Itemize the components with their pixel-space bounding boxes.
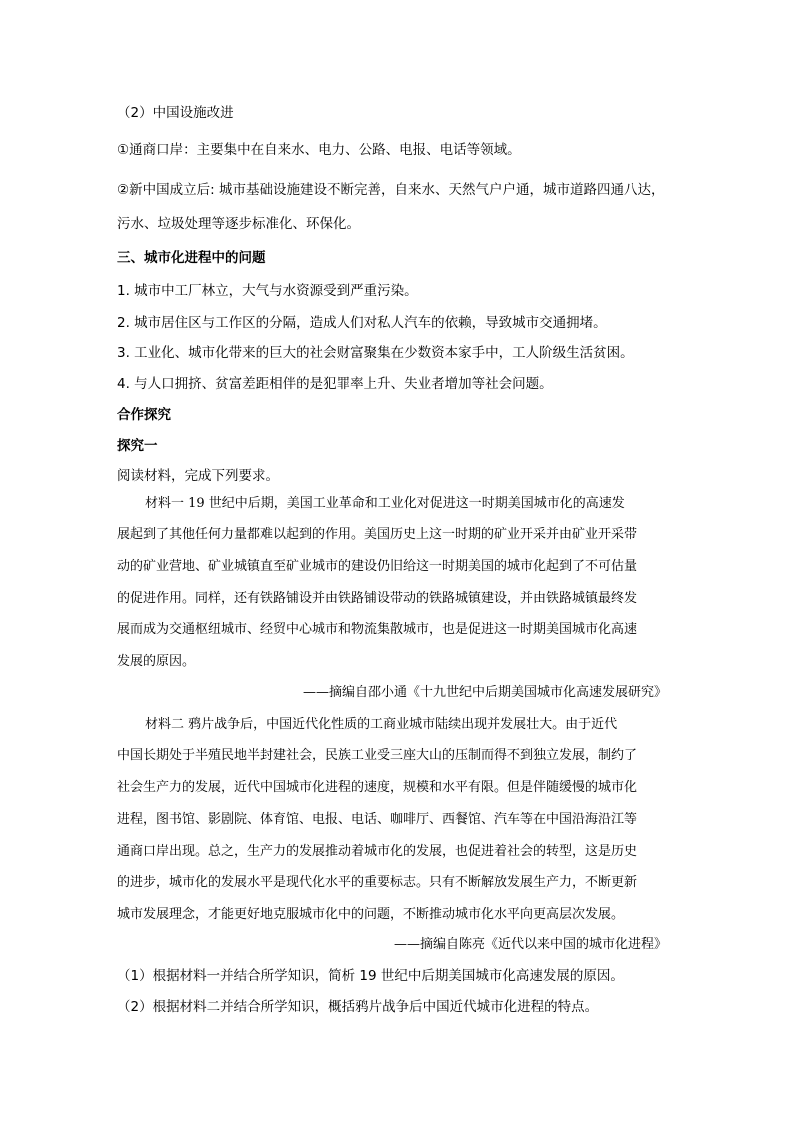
problem-item: 1. 城市中工厂林立，大气与水资源受到严重污染。 bbox=[117, 283, 418, 299]
problems-heading: 三、城市化进程中的问题 bbox=[117, 250, 266, 266]
material2-line: 的进步，城市化的发展水平是现代化水平的重要标志。只有不断解放发展生产力，不断更新 bbox=[117, 875, 638, 890]
problem-item: 4. 与人口拥挤、贫富差距相伴的是犯罪率上升、失业者增加等社会问题。 bbox=[117, 376, 553, 392]
material1-line: 发展的原因。 bbox=[117, 654, 196, 669]
reading-instruction: 阅读材料，完成下列要求。 bbox=[117, 468, 279, 484]
inquiry-one-heading: 探究一 bbox=[117, 438, 158, 454]
question-1: （1）根据材料一并结合所学知识，简析 19 世纪中后期美国城市化高速发展的原因。 bbox=[117, 968, 624, 984]
problem-item: 3. 工业化、城市化带来的巨大的社会财富聚集在少数资本家手中，工人阶级生活贫困。 bbox=[117, 345, 634, 361]
facilities-heading: （2）中国设施改进 bbox=[117, 105, 234, 121]
facilities-item-new-china-line1: ②新中国成立后: 城市基础设施建设不断完善，自来水、天然气户户通，城市道路四通八达， bbox=[117, 182, 665, 198]
material2-line: 中国长期处于半殖民地半封建社会，民族工业受三座大山的压制而得不到独立发展，制约了 bbox=[117, 748, 638, 763]
material1-source: ——摘编自邵小通《十九世纪中后期美国城市化高速发展研究》 bbox=[302, 685, 667, 700]
problem-item: 2. 城市居住区与工作区的分隔，造成人们对私人汽车的依赖，导致城市交通拥堵。 bbox=[117, 315, 607, 331]
material2-source: ——摘编自陈亮《近代以来中国的城市化进程》 bbox=[393, 937, 667, 952]
material1-line: 展而成为交通枢纽城市、经贸中心城市和物流集散城市，也是促进这一时期美国城市化高速 bbox=[117, 622, 638, 637]
question-2: （2）根据材料二并结合所学知识，概括鸦片战争后中国近代城市化进程的特点。 bbox=[117, 999, 599, 1015]
material2-line: 材料二 鸦片战争后，中国近代化性质的工商业城市陆续出现并发展壮大。由于近代 bbox=[145, 717, 618, 732]
material2-line: 进程，图书馆、影剧院、体育馆、电报、电话、咖啡厅、西餐馆、汽车等在中国沿海沿江等 bbox=[117, 812, 638, 827]
material2-line: 通商口岸出现。总之，生产力的发展推动着城市化的发展，也促进着社会的转型，这是历史 bbox=[117, 844, 638, 859]
cooperation-heading: 合作探究 bbox=[117, 407, 171, 423]
material1-line: 动的矿业营地、矿业城镇直至矿业城市的建设仍旧给这一时期美国的城市化起到了不可估量 bbox=[117, 559, 638, 574]
material2-line: 城市发展理念，才能更好地克服城市化中的问题，不断推动城市化水平向更高层次发展。 bbox=[117, 907, 625, 922]
facilities-item-new-china-line2: 污水、垃圾处理等逐步标准化、环保化。 bbox=[117, 216, 360, 232]
facilities-item-treaty-ports: ①通商口岸：主要集中在自来水、电力、公路、电报、电话等领域。 bbox=[117, 142, 521, 158]
material2-line: 社会生产力的发展，近代中国城市化进程的速度，规模和水平有限。但是伴随缓慢的城市化 bbox=[117, 780, 638, 795]
material1-line: 展起到了其他任何力量都难以起到的作用。美国历史上这一时期的矿业开采并由矿业开采带 bbox=[117, 527, 638, 542]
material1-line: 的促进作用。同样，还有铁路铺设并由铁路铺设带动的铁路城镇建设，并由铁路城镇最终发 bbox=[117, 591, 638, 606]
material1-line: 材料一 19 世纪中后期，美国工业革命和工业化对促进这一时期美国城市化的高速发 bbox=[145, 496, 625, 511]
